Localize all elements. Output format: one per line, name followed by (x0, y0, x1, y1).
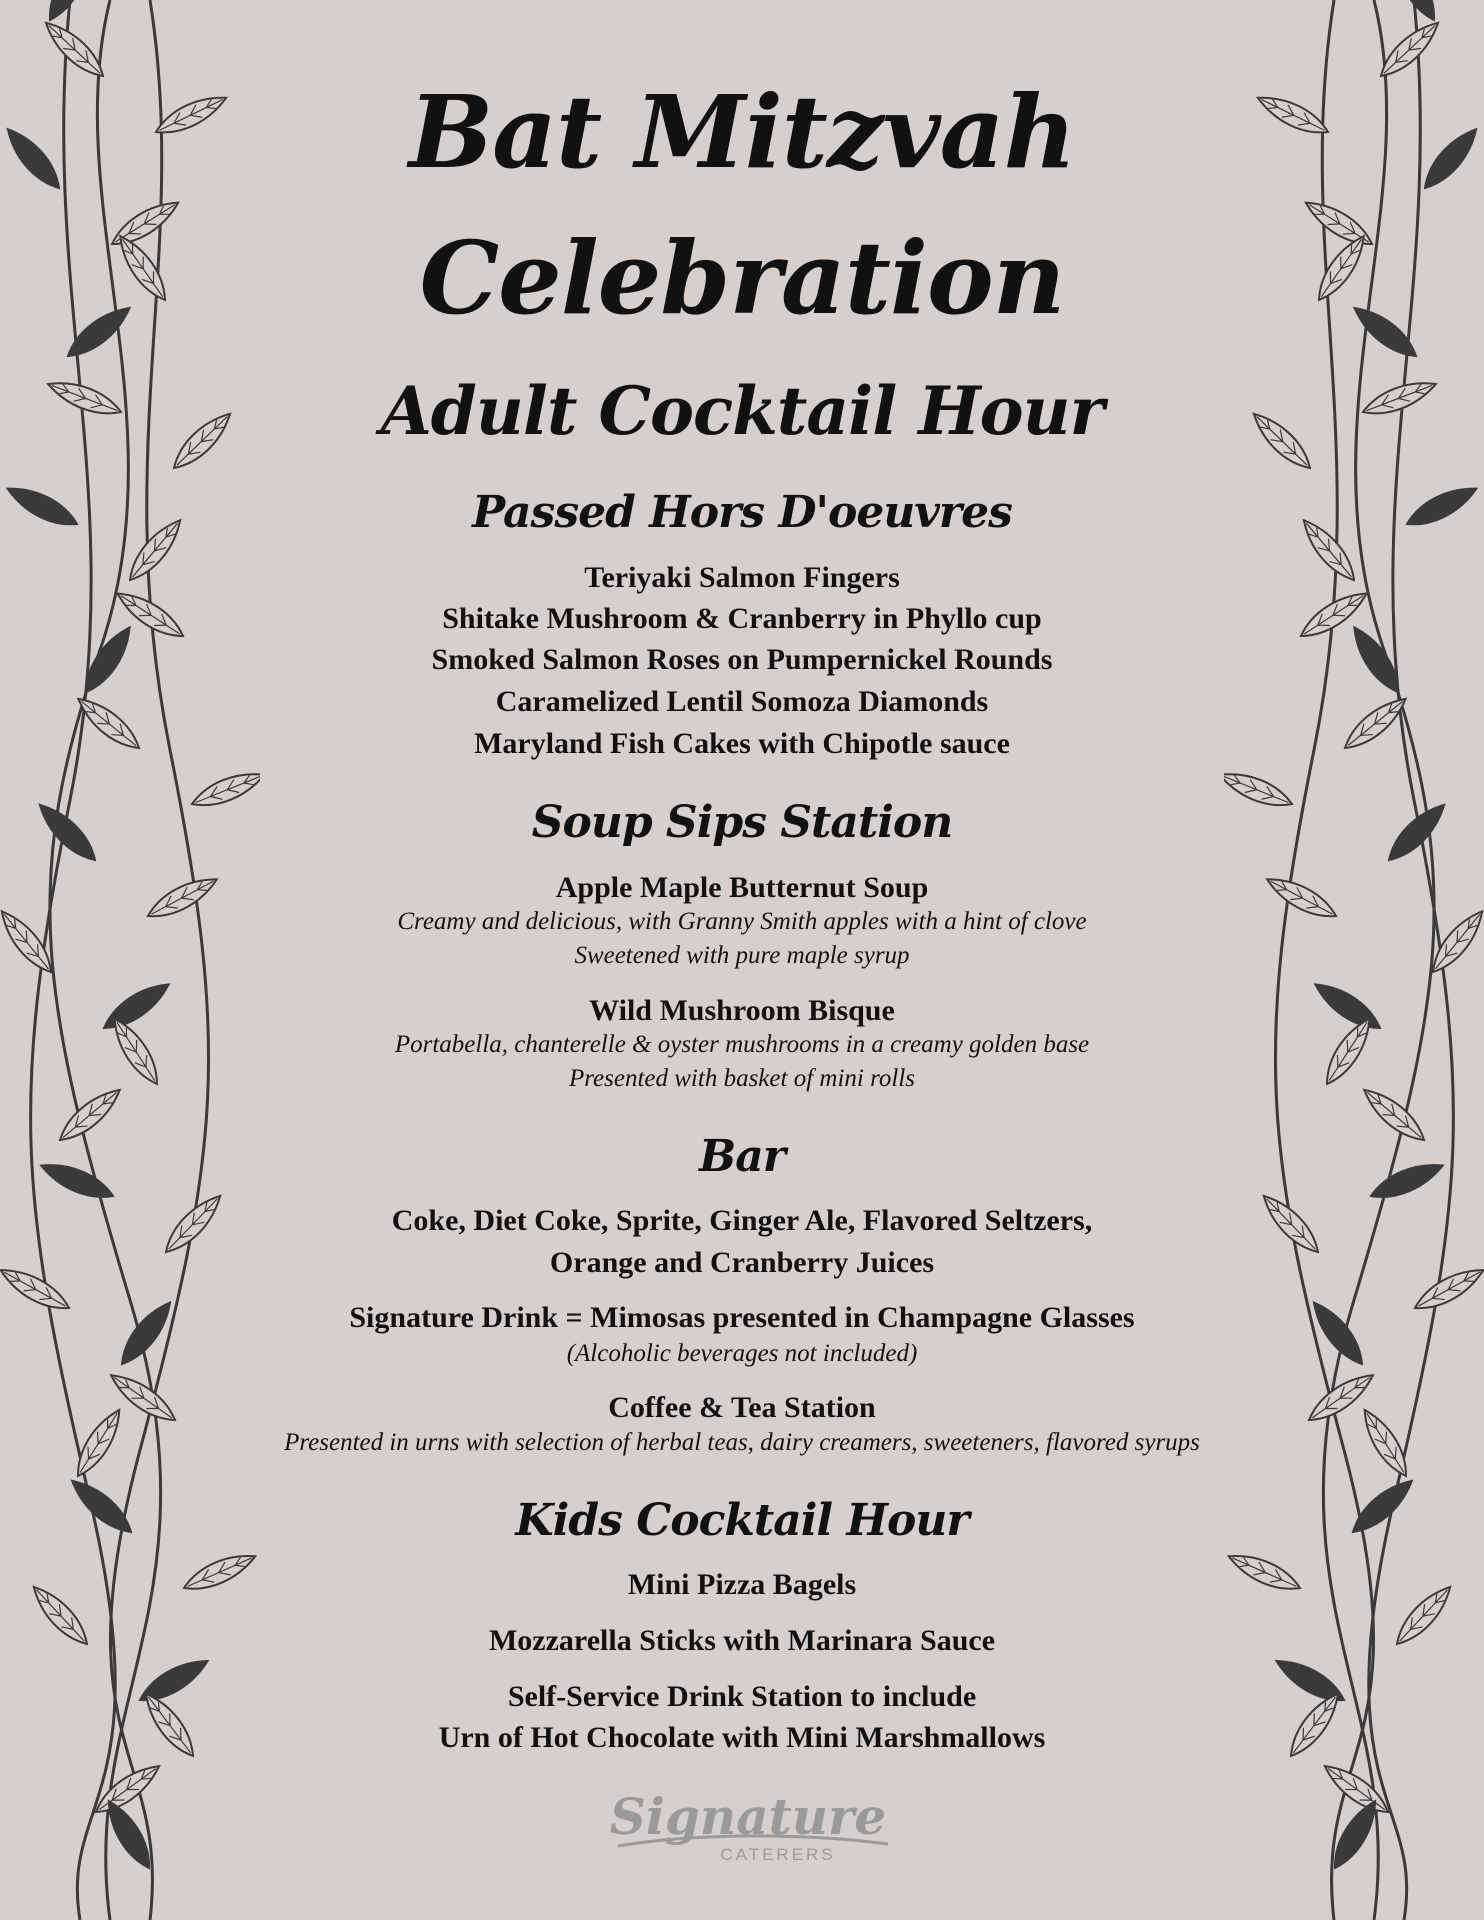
kids-item: Urn of Hot Chocolate with Mini Marshmallows (438, 1721, 1046, 1754)
kids-heading: Kids Cocktail Hour (515, 1495, 969, 1546)
passed-heading: Passed Hors D'oeuvres (472, 487, 1012, 538)
passed-item: Caramelized Lentil Somoza Diamonds (495, 685, 989, 718)
right-vine-decoration (1224, 0, 1484, 1920)
soup-name: Wild Mushroom Bisque (589, 994, 895, 1027)
bar-drinks-line: Coke, Diet Coke, Sprite, Ginger Ale, Flavored Seltzers, (391, 1204, 1093, 1237)
passed-item: Maryland Fish Cakes with Chipotle sauce (474, 727, 1010, 760)
logo-script-text: Signature (609, 1787, 887, 1846)
page-subtitle: Adult Cocktail Hour (380, 372, 1104, 450)
passed-item: Teriyaki Salmon Fingers (584, 561, 900, 594)
signature-drink-note: (Alcoholic beverages not included) (566, 1340, 918, 1367)
kids-item: Self-Service Drink Station to include (507, 1680, 977, 1713)
bar-heading: Bar (699, 1131, 785, 1182)
page-title-line1: Bat Mitzvah (408, 73, 1076, 191)
passed-item: Smoked Salmon Roses on Pumpernickel Rounds (431, 643, 1053, 676)
kids-item: Mozzarella Sticks with Marinara Sauce (488, 1624, 996, 1657)
soup-description: Sweetened with pure maple syrup (574, 942, 910, 969)
logo-subtext: CATERERS (720, 1845, 836, 1864)
coffee-station: Coffee & Tea Station (608, 1391, 876, 1424)
soup-description: Portabella, chanterelle & oyster mushrooms in a creamy golden base (394, 1031, 1090, 1058)
bar-drinks-line: Orange and Cranberry Juices (549, 1246, 935, 1279)
soup-description: Presented with basket of mini rolls (568, 1065, 916, 1092)
kids-item: Mini Pizza Bagels (627, 1568, 857, 1601)
coffee-station-description: Presented in urns with selection of herbal teas, dairy creamers, sweeteners, flavored syrups (284, 1429, 1200, 1456)
signature-drink: Signature Drink = Mimosas presented in Champagne Glasses (349, 1301, 1135, 1334)
left-vine-decoration (0, 0, 260, 1920)
signature-caterers-logo (598, 1784, 898, 1874)
soup-description: Creamy and delicious, with Granny Smith apples with a hint of clove (397, 908, 1087, 935)
page-title-line2: Celebration (419, 219, 1065, 337)
soup-name: Apple Maple Butternut Soup (555, 871, 929, 904)
passed-item: Shitake Mushroom & Cranberry in Phyllo cup (442, 602, 1042, 635)
soup-heading: Soup Sips Station (531, 797, 953, 848)
